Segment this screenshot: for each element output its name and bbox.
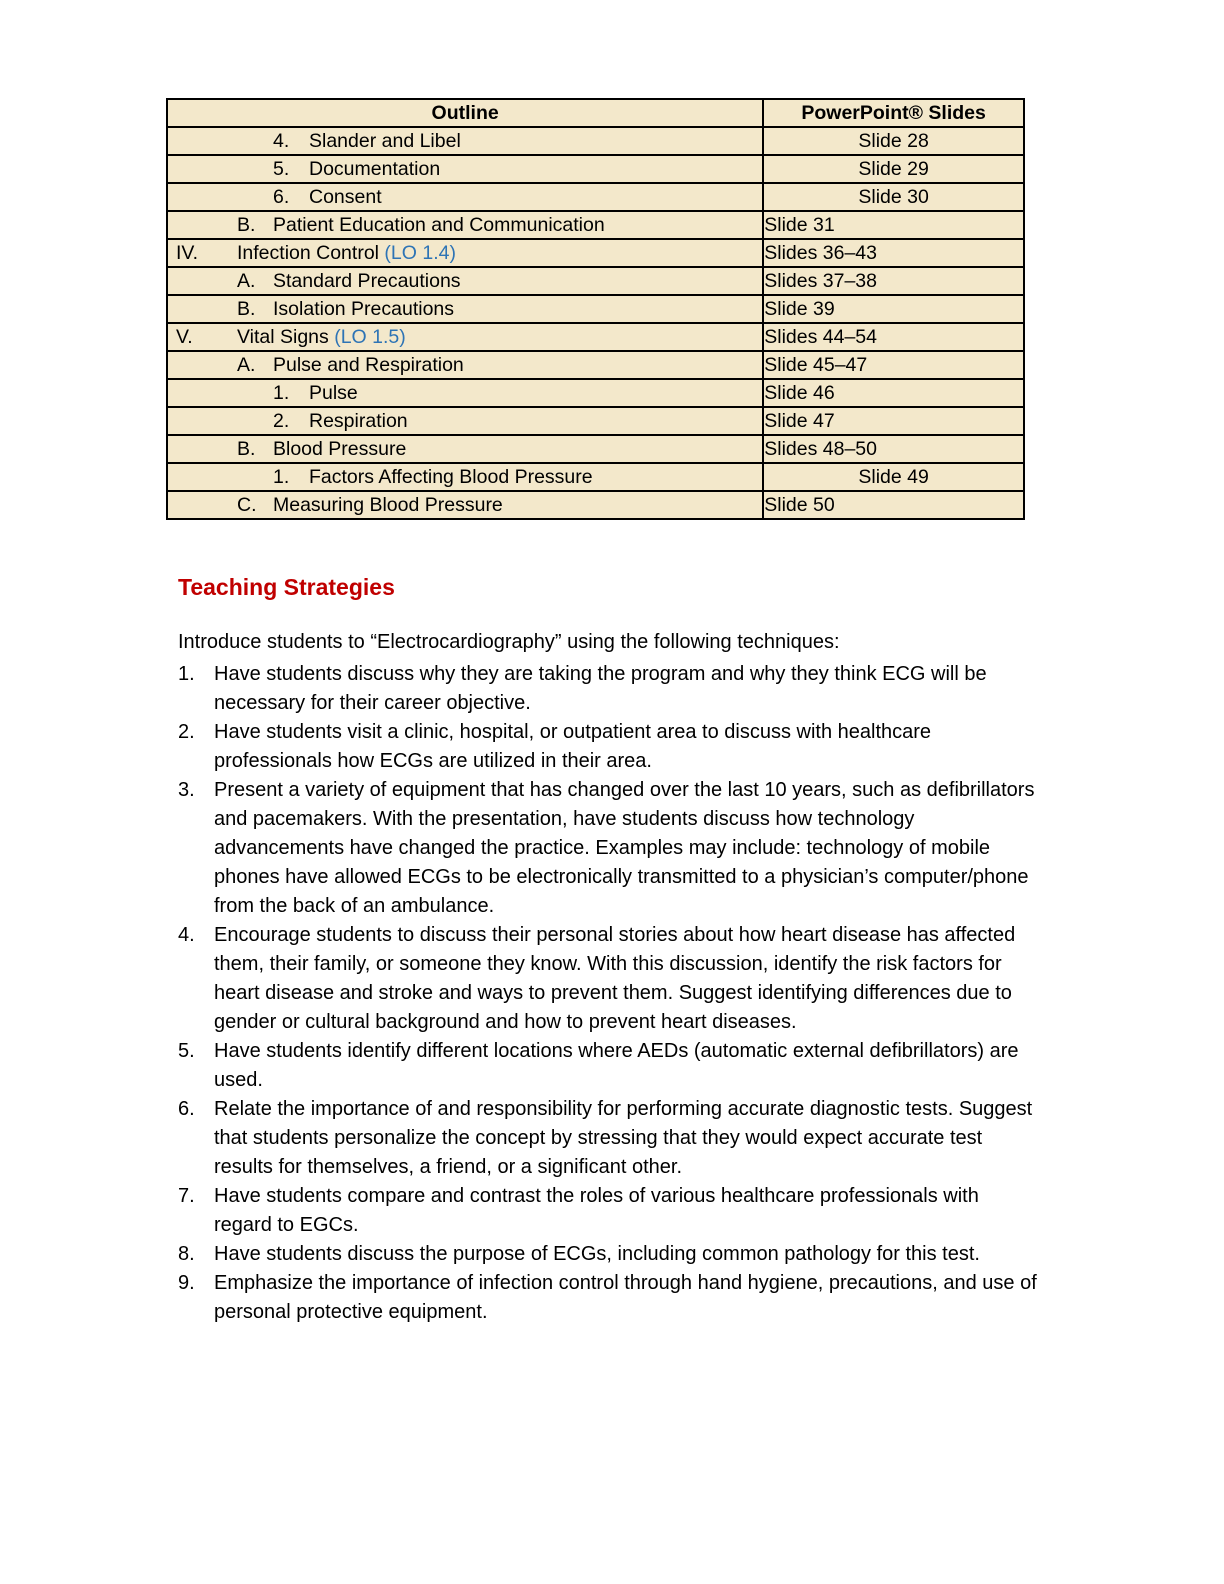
table-row: [167, 239, 1024, 267]
slides-cell: Slide 28: [763, 127, 1024, 155]
outline-text: Patient Education and Communication: [273, 214, 605, 236]
outline-marker: 1.: [273, 382, 290, 404]
outline-column-header: Outline: [167, 99, 763, 127]
list-item-number: 9.: [178, 1272, 195, 1294]
list-item-text: Have students discuss why they are taking the program and why they think ECG will be necessary for their career objective.: [214, 663, 987, 714]
teaching-strategies-heading: Teaching Strategies: [178, 574, 395, 600]
learning-outcome-link[interactable]: (LO 1.4): [384, 242, 456, 264]
table-row: [167, 295, 1024, 323]
outline-text-wrap: [309, 464, 593, 490]
table-row: [167, 155, 1024, 183]
outline-text: Consent: [309, 186, 382, 208]
outline-cell: [167, 463, 763, 491]
outline-cell: [167, 295, 763, 323]
slides-cell: Slide 39: [763, 295, 1024, 323]
outline-cell: [167, 323, 763, 351]
list-item: [178, 776, 1038, 921]
table-row: [167, 407, 1024, 435]
list-item-text: Have students visit a clinic, hospital, or outpatient area to discuss with healthcare professionals how ECGs are utilized in their area.: [214, 721, 932, 772]
list-item-text: Relate the importance of and responsibility for performing accurate diagnostic tests. Suggest that students personalize the concept by stressing that they would expect accurate test results for themselves, a friend, or a significant other.: [214, 1098, 1033, 1178]
slides-cell: Slides 48–50: [763, 435, 1024, 463]
list-item-number: 8.: [178, 1243, 195, 1265]
slides-cell: Slide 46: [763, 379, 1024, 407]
outline-text: Isolation Precautions: [273, 298, 455, 320]
list-item-number: 6.: [178, 1098, 195, 1120]
outline-marker: A.: [237, 270, 256, 292]
slides-cell: Slides 37–38: [763, 267, 1024, 295]
slides-cell: Slide 47: [763, 407, 1024, 435]
list-item-text: Emphasize the importance of infection control through hand hygiene, precautions, and use of personal protective equipment.: [214, 1272, 1037, 1323]
list-item-text: Have students identify different locations where AEDs (automatic external defibrillators) are used.: [214, 1040, 1019, 1091]
teaching-intro: Introduce students to “Electrocardiography” using the following techniques:: [178, 631, 840, 653]
list-item-number: 3.: [178, 779, 195, 801]
table-row: [167, 211, 1024, 239]
outline-text-wrap: [273, 436, 406, 462]
outline-text-wrap: [273, 296, 454, 322]
outline-text: Documentation: [309, 158, 441, 180]
outline-marker: B.: [237, 298, 256, 320]
list-item: [178, 1037, 1038, 1095]
slides-cell: Slide 49: [763, 463, 1024, 491]
slides-cell: Slide 29: [763, 155, 1024, 183]
outline-text: Factors Affecting Blood Pressure: [309, 466, 593, 488]
list-item-text: Have students discuss the purpose of ECGs, including common pathology for this test.: [214, 1243, 980, 1265]
outline-marker: B.: [237, 438, 256, 460]
outline-text-wrap: [273, 212, 605, 238]
outline-text: Blood Pressure: [273, 438, 407, 460]
table-row: [167, 491, 1024, 519]
outline-marker: 4.: [273, 130, 290, 152]
list-item: [178, 1240, 1038, 1269]
list-item: [178, 1269, 1038, 1327]
slides-column-header: PowerPoint® Slides: [763, 99, 1024, 127]
outline-cell: [167, 435, 763, 463]
outline-text-wrap: [309, 128, 461, 154]
outline-text: Pulse: [309, 382, 358, 404]
list-item: [178, 718, 1038, 776]
list-item: [178, 921, 1038, 1037]
outline-cell: [167, 127, 763, 155]
list-item-number: 5.: [178, 1040, 195, 1062]
list-item: [178, 1182, 1038, 1240]
outline-marker: IV.: [176, 242, 199, 264]
outline-marker: 1.: [273, 466, 290, 488]
outline-marker: 5.: [273, 158, 290, 180]
outline-text-wrap: [273, 492, 503, 518]
outline-text-wrap: [237, 240, 456, 266]
outline-marker: V.: [176, 326, 193, 348]
list-item-number: 1.: [178, 663, 195, 685]
list-item-number: 7.: [178, 1185, 195, 1207]
outline-table-body: [167, 127, 1024, 519]
outline-text: Pulse and Respiration: [273, 354, 464, 376]
outline-text: Measuring Blood Pressure: [273, 494, 503, 516]
teaching-strategies-list: [178, 660, 1038, 1327]
list-item-text: Present a variety of equipment that has changed over the last 10 years, such as defibrillators and pacemakers. With the presentation, have students discuss how technology advancements have changed the practice. Examples may include: technology of mobile phones have allowed ECGs to be electronically transmitted to a physician’s computer/phone from the back of an ambulance.: [214, 779, 1035, 917]
outline-text: Standard Precautions: [273, 270, 461, 292]
outline-text-wrap: [309, 156, 440, 182]
outline-text: Infection Control: [237, 242, 379, 264]
outline-cell: [167, 491, 763, 519]
table-row: [167, 127, 1024, 155]
learning-outcome-link[interactable]: (LO 1.5): [334, 326, 406, 348]
outline-text: Respiration: [309, 410, 408, 432]
outline-marker: B.: [237, 214, 256, 236]
outline-text-wrap: [309, 380, 358, 406]
outline-cell: [167, 239, 763, 267]
slides-cell: Slide 45–47: [763, 351, 1024, 379]
table-row: [167, 435, 1024, 463]
outline-text-wrap: [273, 268, 461, 294]
table-header-row: [167, 99, 1024, 127]
table-row: [167, 183, 1024, 211]
slides-cell: Slides 36–43: [763, 239, 1024, 267]
slides-cell: Slides 44–54: [763, 323, 1024, 351]
outline-text: Slander and Libel: [309, 130, 461, 152]
outline-text: Vital Signs: [237, 326, 329, 348]
slides-cell: Slide 31: [763, 211, 1024, 239]
table-row: [167, 267, 1024, 295]
outline-text-wrap: [309, 184, 382, 210]
list-item: [178, 1095, 1038, 1182]
table-row: [167, 351, 1024, 379]
outline-cell: [167, 351, 763, 379]
outline-table: [166, 98, 1025, 520]
list-item-number: 2.: [178, 721, 195, 743]
table-row: [167, 463, 1024, 491]
slides-cell: Slide 50: [763, 491, 1024, 519]
list-item: [178, 660, 1038, 718]
outline-marker: C.: [237, 494, 257, 516]
outline-cell: [167, 267, 763, 295]
outline-text-wrap: [273, 352, 464, 378]
outline-marker: A.: [237, 354, 256, 376]
outline-marker: 2.: [273, 410, 290, 432]
outline-text-wrap: [309, 408, 408, 434]
outline-cell: [167, 211, 763, 239]
list-item-text: Encourage students to discuss their personal stories about how heart disease has affected them, their family, or someone they know. With this discussion, identify the risk factors for heart disease and stroke and ways to prevent them. Suggest identifying differences due to gender or cultural background and how to prevent heart diseases.: [214, 924, 1016, 1033]
table-row: [167, 323, 1024, 351]
outline-cell: [167, 183, 763, 211]
outline-cell: [167, 379, 763, 407]
outline-cell: [167, 407, 763, 435]
outline-cell: [167, 155, 763, 183]
list-item-text: Have students compare and contrast the roles of various healthcare professionals with regard to EGCs.: [214, 1185, 979, 1236]
outline-text-wrap: [237, 324, 406, 350]
outline-marker: 6.: [273, 186, 290, 208]
list-item-number: 4.: [178, 924, 195, 946]
slides-cell: Slide 30: [763, 183, 1024, 211]
table-row: [167, 379, 1024, 407]
